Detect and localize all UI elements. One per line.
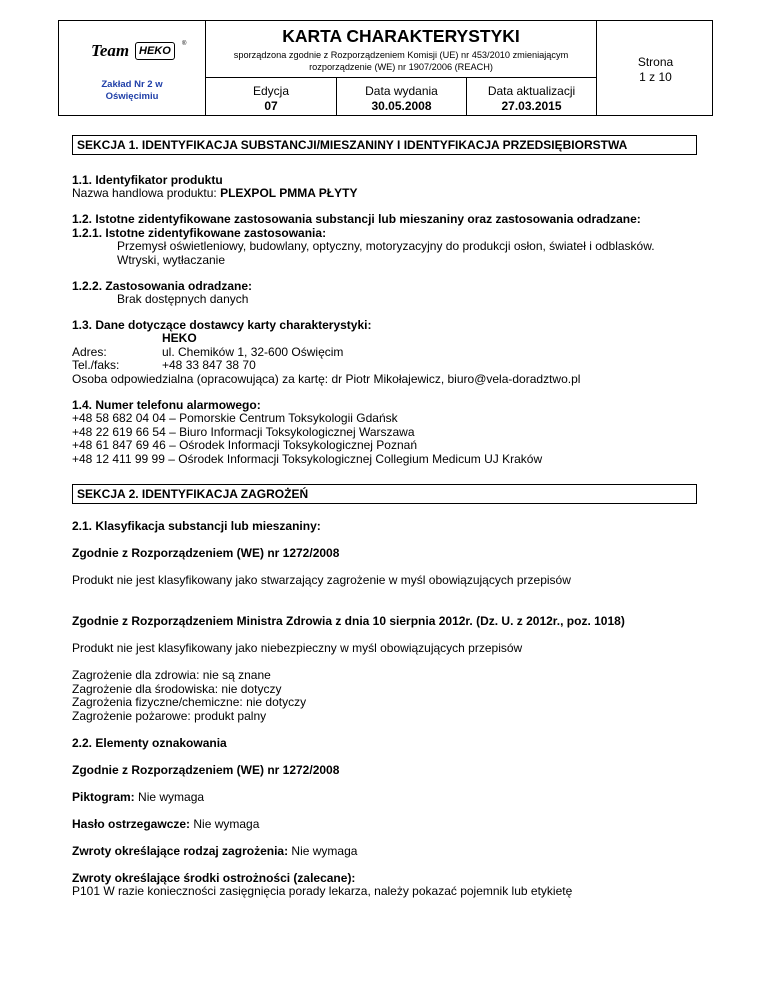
hazard-line: Zagrożenie dla środowiska: nie dotyczy: [72, 682, 282, 696]
use-line: Przemysł oświetleniowy, budowlany, optyczny, motoryzacyjny do produkcji osłon, świateł i odblasków.: [117, 239, 655, 253]
company-logo: [91, 41, 191, 65]
logo-registered-mark: ®: [182, 41, 187, 47]
pictogram-line: [72, 790, 204, 805]
trade-name: [72, 186, 357, 201]
pictogram-label: Piktogram:: [72, 790, 135, 804]
supplier-name: HEKO: [162, 331, 197, 345]
plant-name: [59, 79, 205, 103]
plant-line: Zakład Nr 2 w: [101, 79, 163, 90]
hazard-statement-line: [72, 844, 357, 859]
document-subtitle: [206, 50, 596, 73]
address-value: ul. Chemików 1, 32-600 Oświęcim: [162, 345, 344, 359]
signal-word-value: Nie wymaga: [190, 817, 260, 831]
hazard-statement-label: Zwroty określające rodzaj zagrożenia:: [72, 844, 289, 858]
subsection-title: 2.2. Elementy oznakowania: [72, 736, 227, 750]
subsection-title: 1.2. Istotne zidentyfikowane zastosowania substancji lub mieszaniny oraz zastosowania odradzane:: [72, 212, 641, 226]
document-title: KARTA CHARAKTERYSTYKI: [282, 26, 520, 46]
subtitle-line: sporządzona zgodnie z Rozporządzeniem Komisji (UE) nr 453/2010 zmieniającym: [233, 50, 569, 60]
edition-cell: [206, 84, 336, 114]
page-label: Strona: [637, 55, 674, 69]
page-value: 1 z 10: [639, 70, 672, 84]
subsection-title: 1.2.2. Zastosowania odradzane:: [72, 279, 253, 293]
emergency-number: +48 58 682 04 04 – Pomorskie Centrum Toksykologii Gdańsk: [72, 411, 398, 425]
issue-date-value: 30.05.2008: [371, 99, 432, 113]
edition-value: 07: [264, 99, 278, 113]
responsible-person: Osoba odpowiedzialna (opracowująca) za kartę: dr Piotr Mikołajewicz, biuro@vela-doradztwo.pl: [72, 372, 581, 386]
regulation-title: Zgodnie z Rozporządzeniem (WE) nr 1272/2008: [72, 763, 340, 777]
trade-name-value: PLEXPOL PMMA PŁYTY: [220, 186, 358, 200]
trade-name-label: Nazwa handlowa produktu:: [72, 186, 221, 200]
classification-text: Produkt nie jest klasyfikowany jako stwarzający zagrożenie w myśl obowiązujących przepisów: [72, 573, 571, 587]
regulation-title: Zgodnie z Rozporządzeniem (WE) nr 1272/2008: [72, 546, 340, 560]
emergency-number: +48 61 847 69 46 – Ośrodek Informacji Toksykologicznej Poznań: [72, 438, 417, 452]
precaution-statement: P101 W razie konieczności zasięgnięcia porady lekarza, należy pokazać pojemnik lub etykietę: [72, 884, 573, 898]
plant-line: Oświęcimiu: [105, 91, 159, 102]
issue-date-label: Data wydania: [365, 84, 438, 98]
subsection-title: 1.2.1. Istotne zidentyfikowane zastosowania:: [72, 226, 327, 240]
address-label: Adres:: [72, 345, 107, 359]
phone-label: Tel./faks:: [72, 358, 120, 372]
subsection-title: 2.1. Klasyfikacja substancji lub mieszaniny:: [72, 519, 321, 533]
issue-date-cell: [337, 84, 466, 114]
section-2-heading: SEKCJA 2. IDENTYFIKACJA ZAGROŻEŃ: [72, 484, 697, 504]
subsection-title: 1.1. Identyfikator produktu: [72, 173, 223, 187]
emergency-number: +48 12 411 99 99 – Ośrodek Informacji Toksykologicznej Collegium Medicum UJ Kraków: [72, 452, 543, 466]
logo-team-text: Team: [91, 41, 130, 60]
update-date-cell: [467, 84, 596, 114]
update-date-value: 27.03.2015: [501, 99, 562, 113]
signal-word-label: Hasło ostrzegawcze:: [72, 817, 191, 831]
regulation-title: Zgodnie z Rozporządzeniem Ministra Zdrowia z dnia 10 sierpnia 2012r. (Dz. U. z 2012r., poz. 1018): [72, 614, 625, 628]
subtitle-line: rozporządzenie (WE) nr 1907/2006 (REACH): [309, 61, 493, 72]
pictogram-value: Nie wymaga: [134, 790, 205, 804]
update-date-label: Data aktualizacji: [487, 84, 576, 98]
hazard-statement-value: Nie wymaga: [288, 844, 358, 858]
subsection-title: 1.4. Numer telefonu alarmowego:: [72, 398, 261, 412]
section-1-heading: SEKCJA 1. IDENTYFIKACJA SUBSTANCJI/MIESZANINY I IDENTYFIKACJA PRZEDSIĘBIORSTWA: [72, 135, 697, 155]
hazard-line: Zagrożenia fizyczne/chemiczne: nie dotyczy: [72, 695, 307, 709]
hazard-line: Zagrożenie dla zdrowia: nie są znane: [72, 668, 271, 682]
uses-advised-against: Brak dostępnych danych: [117, 292, 249, 306]
subsection-title: 1.3. Dane dotyczące dostawcy karty charakterystyki:: [72, 318, 372, 332]
emergency-number: +48 22 619 66 54 – Biuro Informacji Toksykologicznej Warszawa: [72, 425, 415, 439]
precaution-title: Zwroty określające środki ostrożności (zalecane):: [72, 871, 356, 885]
divider: [205, 77, 596, 78]
logo-brand-text: HEKO: [135, 42, 175, 60]
classification-text: Produkt nie jest klasyfikowany jako niebezpieczny w myśl obowiązujących przepisów: [72, 641, 523, 655]
hazard-line: Zagrożenie pożarowe: produkt palny: [72, 709, 267, 723]
use-line: Wtryski, wytłaczanie: [117, 253, 226, 267]
signal-word-line: [72, 817, 259, 832]
document-header: [58, 20, 713, 116]
edition-label: Edycja: [252, 84, 290, 98]
phone-value: +48 33 847 38 70: [162, 358, 256, 372]
page-number: [597, 55, 714, 85]
